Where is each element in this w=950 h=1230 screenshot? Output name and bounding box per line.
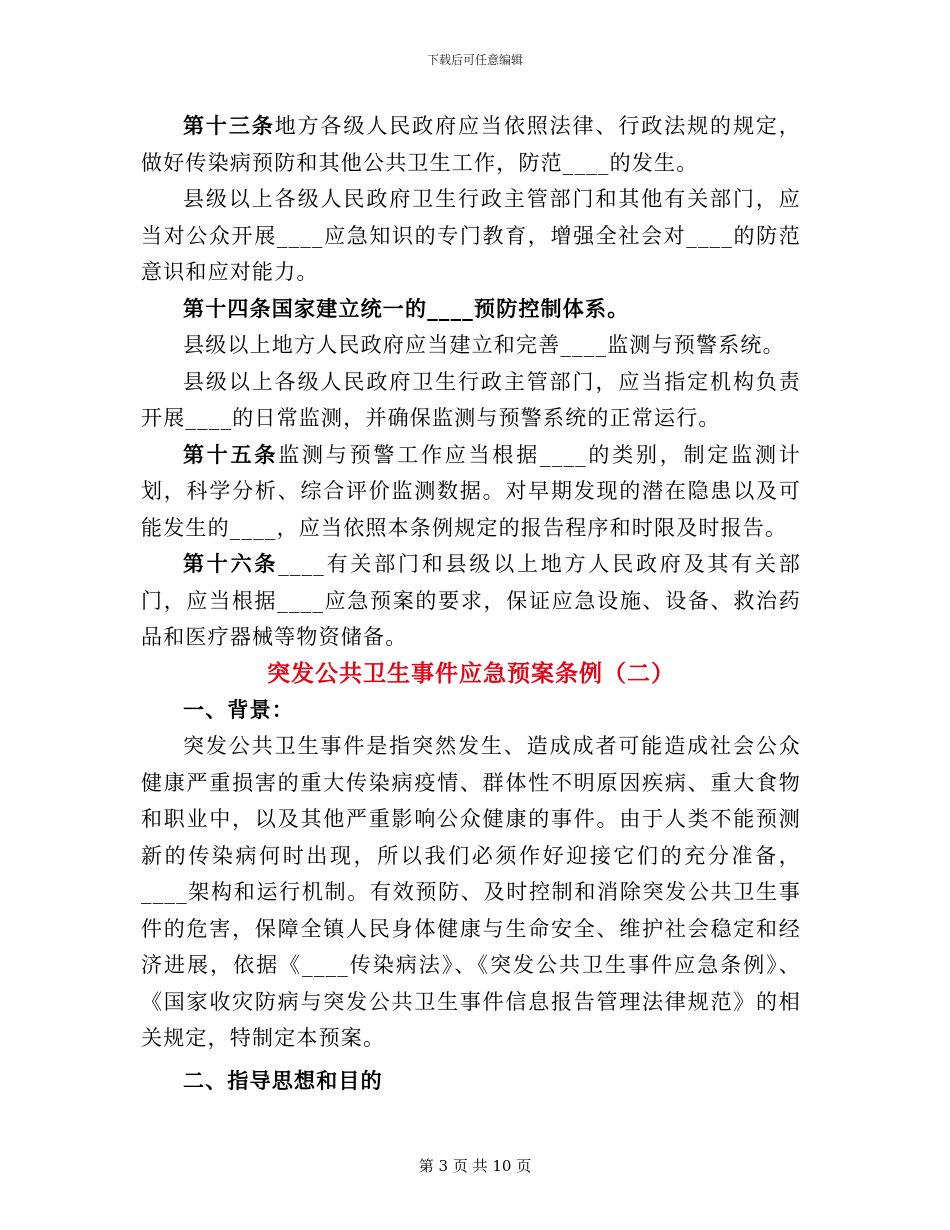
article-15-text: 监测与预警工作应当根据____的类别，制定监测计划，科学分析、综合评价监测数据。对早期发现的潜在隐患以及可能发生的____，应当依照本条例规定的报告程序和时限及时报告。 (141, 442, 801, 540)
article-13-paragraph-1 (141, 108, 801, 181)
article-13-paragraph-2: 县级以上各级人民政府卫生行政主管部门和其他有关部门，应当对公众开展____应急知识的专门教育，增强全社会对____的防范意识和应对能力。 (141, 187, 801, 284)
section-2-heading: 二、指导思想和目的 (183, 1067, 383, 1093)
article-14-heading: 第十四条国家建立统一的____预防控制体系。 (183, 295, 630, 321)
article-14-paragraph-2: 县级以上地方人民政府应当建立和完善____监测与预警系统。 (183, 333, 785, 357)
document-body (141, 108, 801, 1099)
section-1-heading: 一、背景： (183, 696, 294, 722)
article-15-label: 第十五条 (183, 441, 279, 467)
article-15-paragraph (141, 437, 801, 547)
article-13-text: 地方各级人民政府应当依照法律、行政法规的规定，做好传染病预防和其他公共卫生工作，防范____的发生。 (141, 114, 801, 175)
article-13-label: 第十三条 (183, 113, 275, 138)
section-title: 突发公共卫生事件应急预案条例（二） (267, 660, 675, 687)
article-16-label: 第十六条 (183, 551, 279, 576)
page-number: 第 3 页 共 10 页 (418, 1157, 532, 1175)
page-header: 下载后可任意编辑 (426, 53, 523, 67)
article-16-text: ____有关部门和县级以上地方人民政府及其有关部门，应当根据____应急预案的要求，保证应急设施、设备、救治药品和医疗器械等物资储备。 (141, 552, 801, 649)
article-14-paragraph-3: 县级以上各级人民政府卫生行政主管部门，应当指定机构负责开展____的日常监测，并确保监测与预警系统的正常运行。 (141, 369, 801, 430)
article-16-paragraph (141, 546, 801, 656)
section-1-body: 突发公共卫生事件是指突然发生、造成成者可能造成社会公众健康严重损害的重大传染病疫情、群体性不明原因疾病、重大食物和职业中，以及其他严重影响公众健康的事件。由于人类不能预测新的传染病何时出现，所以我们必须作好迎接它们的充分准备，____架构和运行机制。有效预防、及时控制和消除突发公共卫生事件的危害，保障全镇人民身体健康与生命安全、维护社会稳定和经济进展，依据《____传染病法》、《突发公共卫生事件应急条例》、《国家收灾防病与突发公共卫生事件信息报告管理法律规范》的相关规定，特制定本预案。 (141, 734, 801, 1050)
